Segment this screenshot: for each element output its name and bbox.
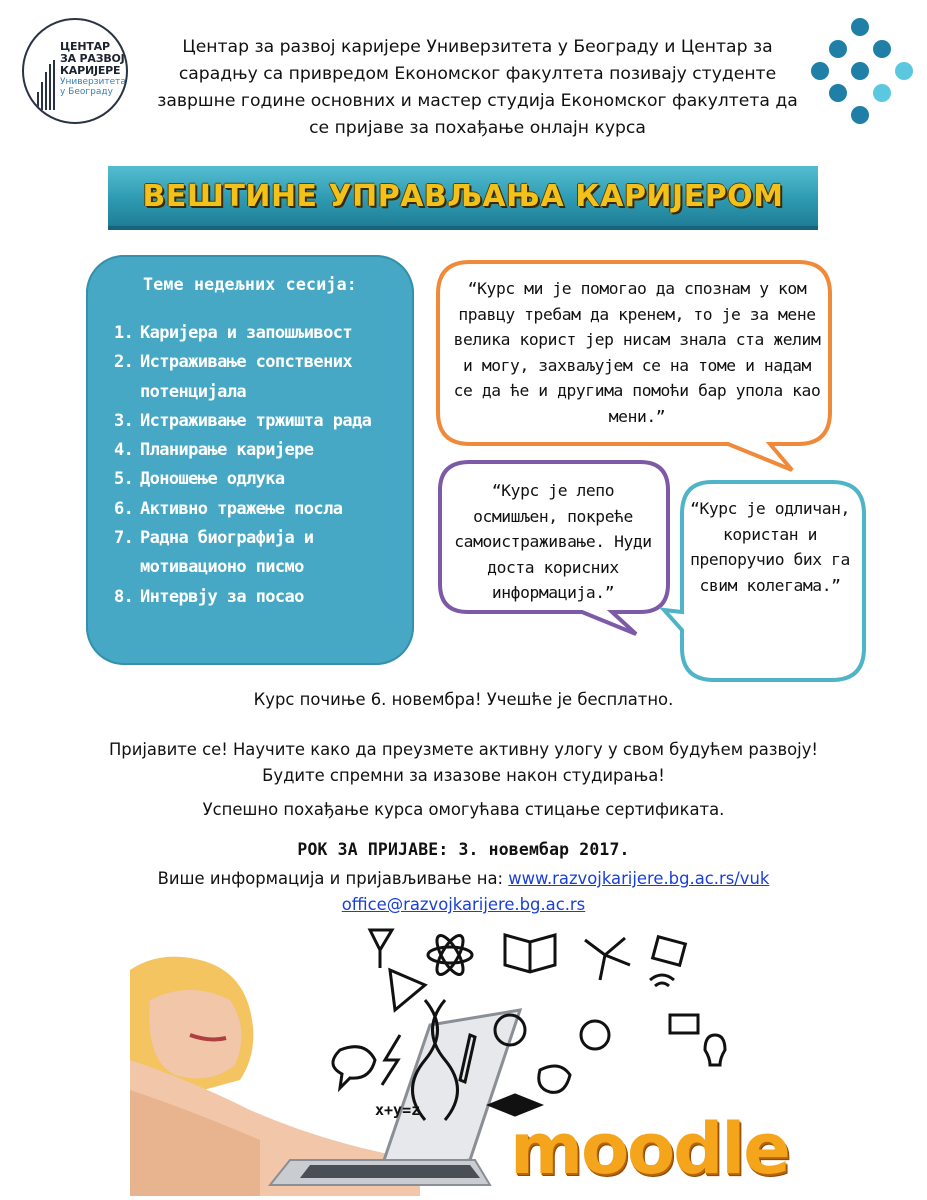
neuron-icon (585, 938, 630, 980)
logo-line-1: ЦЕНТАР (60, 40, 110, 53)
education-icons (333, 930, 725, 1120)
topic-item: 3. Истраживање тржишта рада (114, 410, 372, 431)
light-bulb-icon (705, 1035, 725, 1065)
topic-item: 8. Интервју за посао (114, 586, 304, 607)
pie-chart-icon (581, 1021, 609, 1049)
moodle-logo: moodle (510, 1108, 789, 1190)
testimonial-2: “Курс је лепо осмишљен, покреће самоистраживање. Нуди доста корисних информација.” (454, 481, 652, 602)
logo-line-5: у Београду (60, 87, 113, 97)
triangle-ruler-icon (390, 970, 425, 1010)
apply-line-2: Будите спремни за изазове након студирања! (262, 766, 665, 785)
lightning-icon (382, 1035, 400, 1085)
course-start-text: Курс почиње 6. новембра! Учешће је бесплатно. (253, 690, 674, 709)
website-link[interactable]: www.razvojkarijere.bg.ac.rs/vuk (508, 869, 770, 888)
atom-icon (428, 932, 472, 978)
apply-line-1: Пријавите се! Научите како да преузмете активну улогу у свом будућем развоју! (108, 740, 819, 759)
logo-line-3: КАРИЈЕРЕ (60, 64, 121, 77)
email-link[interactable]: office@razvojkarijere.bg.ac.rs (341, 895, 586, 914)
deadline-text: РОК ЗА ПРИЈАВЕ: 3. новембар 2017. (297, 840, 630, 859)
topic-item: 6. Активно тражење посла (114, 498, 343, 519)
apply-text (0, 737, 927, 789)
testimonial-3: “Курс је одличан, користан и препоручио бих га свим колегама.” (690, 499, 850, 595)
wifi-icon (650, 975, 674, 986)
logo-line-4: Универзитета (60, 77, 126, 87)
logo-line-2: ЗА РАЗВОЈ (60, 52, 125, 65)
pen-icon (370, 930, 392, 968)
tv-icon (653, 937, 686, 965)
topics-title: Теме недељних сесија: (143, 275, 357, 294)
topic-item: 7. Радна биографија и мотивационо писмо (114, 528, 314, 578)
formula-text: x+y=z (375, 1101, 421, 1119)
intro-text: Центар за развој каријере Универзитета у Београду и Центар за сарадњу са привредом Економског факултета позивају студенте завршне године основних и мастер студија Економског факултета да се пријаве за похађање онлајн курса (157, 37, 798, 138)
topic-item: 1. Каријера и запошљивост (114, 323, 352, 343)
topic-item: 4. Планирање каријере (114, 440, 314, 461)
speech-bubble-icon (333, 1047, 375, 1088)
testimonial-1: “Курс ми је помогао да спознам у ком правцу требам да кренем, то је за мене велика корист јер нисам знала ста желим и могу, захваљујем се на томе и надам се да ће и другима помоћи бар упола као мени.” (453, 279, 821, 426)
course-title: ВЕШТИНЕ УПРАВЉАЊА КАРИЈЕРОМ (142, 178, 784, 214)
topic-item: 5. Доношење одлука (114, 469, 285, 490)
topic-item: 2. Истраживање сопствених потенцијала (114, 352, 352, 402)
book-icon (505, 935, 555, 972)
info-label: Више информација и пријављивање на: (157, 869, 504, 888)
drama-masks-icon (539, 1066, 570, 1092)
certificate-text: Успешно похађање курса омогућава стицање сертификата. (202, 800, 725, 819)
envelope-icon (670, 1015, 698, 1033)
